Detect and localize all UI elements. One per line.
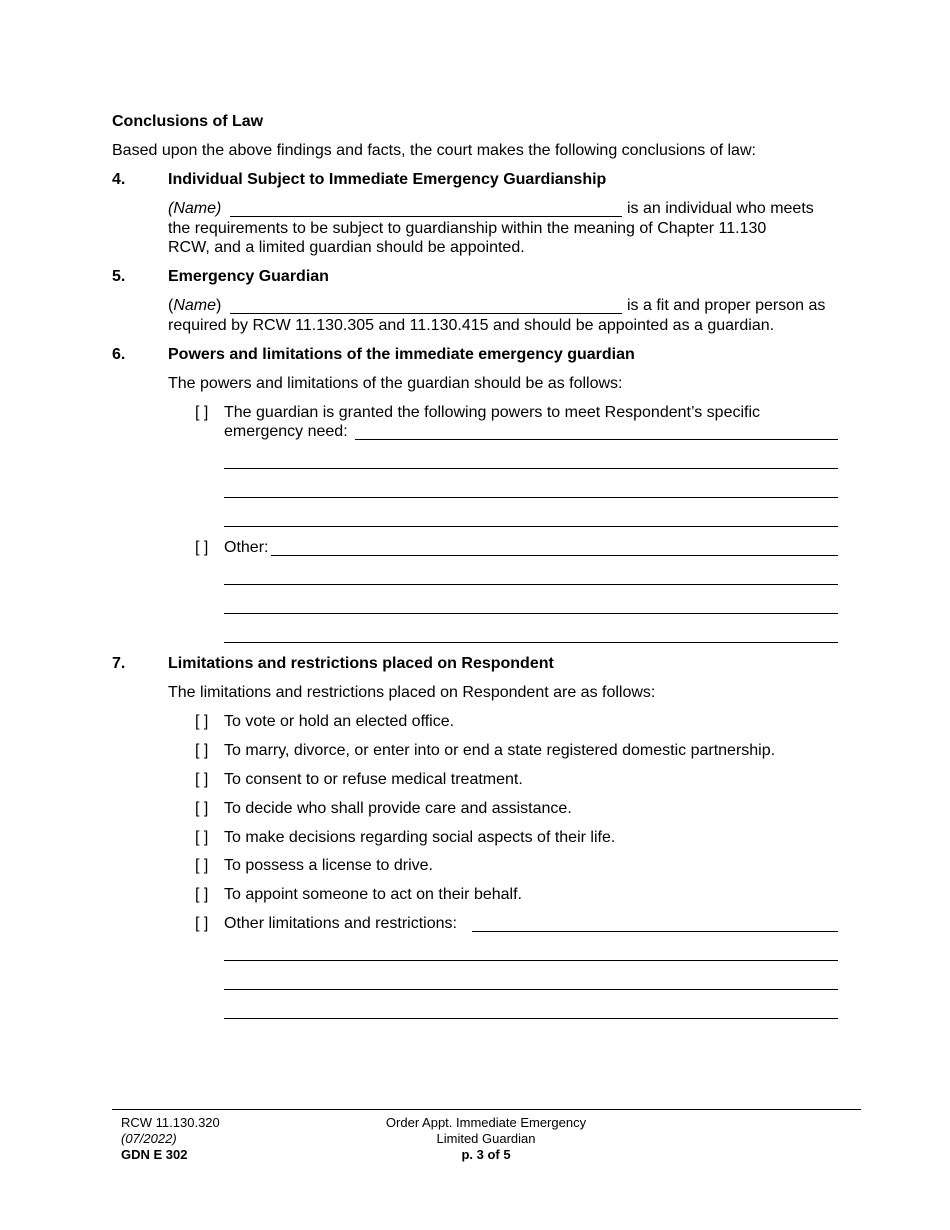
footer-form-number: GDN E 302: [121, 1147, 188, 1162]
item-7-checkbox[interactable]: [ ]: [195, 771, 209, 788]
item-5-name-word: Name: [173, 297, 217, 314]
item-7-checkbox[interactable]: [ ]: [195, 857, 209, 874]
item-7-checkbox[interactable]: [ ]: [195, 800, 209, 817]
section-heading: Conclusions of Law: [112, 113, 264, 130]
item-4-line2: the requirements to be subject to guardianship within the meaning of Chapter 11.130: [168, 220, 767, 237]
item-5-number: 5.: [112, 268, 126, 285]
item-6-option-1-line1: The guardian is granted the following powers to meet Respondent’s specific: [224, 404, 761, 421]
item-5-name-field[interactable]: [230, 313, 622, 314]
item-6-option-2-field[interactable]: [271, 555, 838, 556]
footer-rule: [112, 1109, 861, 1110]
footer-statute: RCW 11.130.320: [121, 1115, 220, 1130]
item-7-other-field-line[interactable]: [224, 989, 838, 990]
footer-date: (07/2022): [121, 1131, 177, 1146]
item-4-line3: RCW, and a limited guardian should be appointed.: [168, 239, 525, 256]
item-6-option-1-field-line[interactable]: [224, 497, 838, 498]
item-4-name-label: (Name): [168, 200, 222, 217]
item-7-intro: The limitations and restrictions placed on Respondent are as follows:: [168, 684, 656, 701]
item-4-name-field[interactable]: [230, 216, 622, 217]
item-5-name-open: (: [168, 297, 174, 314]
item-7-other-field[interactable]: [472, 931, 838, 932]
item-7-number: 7.: [112, 655, 126, 672]
item-6-option-2-label: Other:: [224, 539, 269, 556]
item-7-option: To decide who shall provide care and assistance.: [224, 800, 572, 817]
item-7-option: To consent to or refuse medical treatment.: [224, 771, 523, 788]
item-4-title: Individual Subject to Immediate Emergency Guardianship: [168, 171, 607, 188]
item-7-checkbox[interactable]: [ ]: [195, 742, 209, 759]
item-5-line2: required by RCW 11.130.305 and 11.130.415 and should be appointed as a guardian.: [168, 317, 775, 334]
footer-title-line1: Order Appt. Immediate Emergency: [385, 1115, 587, 1130]
item-7-option: To marry, divorce, or enter into or end a state registered domestic partnership.: [224, 742, 776, 759]
item-7-checkbox[interactable]: [ ]: [195, 886, 209, 903]
item-5-name-close: ): [216, 297, 222, 314]
item-4-number: 4.: [112, 171, 126, 188]
item-7-other-field-line[interactable]: [224, 1018, 838, 1019]
item-7-option: To possess a license to drive.: [224, 857, 433, 874]
item-6-option-1-line2: emergency need:: [224, 423, 348, 440]
item-6-option-1-field-line[interactable]: [224, 468, 838, 469]
item-5-name-label: [168, 296, 221, 315]
item-6-option-1-checkbox[interactable]: [ ]: [195, 404, 209, 421]
item-6-option-2-field-line[interactable]: [224, 613, 838, 614]
item-6-option-1-field[interactable]: [355, 439, 838, 440]
item-6-option-1-field-line[interactable]: [224, 526, 838, 527]
item-7-option: To appoint someone to act on their behalf.: [224, 886, 522, 903]
item-6-option-2-field-line[interactable]: [224, 642, 838, 643]
item-6-intro: The powers and limitations of the guardian should be as follows:: [168, 375, 623, 392]
item-7-title: Limitations and restrictions placed on Respondent: [168, 655, 554, 672]
footer-page-number: p. 3 of 5: [461, 1147, 511, 1162]
item-7-checkbox[interactable]: [ ]: [195, 829, 209, 846]
item-6-option-2-field-line[interactable]: [224, 584, 838, 585]
item-7-option: To vote or hold an elected office.: [224, 713, 455, 730]
item-5-line1-tail: is a fit and proper person as: [627, 297, 826, 314]
item-6-title: Powers and limitations of the immediate emergency guardian: [168, 346, 635, 363]
item-7-checkbox[interactable]: [ ]: [195, 915, 209, 932]
item-7-checkbox[interactable]: [ ]: [195, 713, 209, 730]
item-5-title: Emergency Guardian: [168, 268, 329, 285]
footer-title-line2: Limited Guardian: [436, 1131, 536, 1146]
item-6-option-2-checkbox[interactable]: [ ]: [195, 539, 209, 556]
item-7-other-field-line[interactable]: [224, 960, 838, 961]
item-6-number: 6.: [112, 346, 126, 363]
item-7-option: To make decisions regarding social aspects of their life.: [224, 829, 616, 846]
intro-text: Based upon the above findings and facts, the court makes the following conclusions of law:: [112, 142, 756, 159]
item-7-option-other: Other limitations and restrictions:: [224, 915, 457, 932]
item-4-line1-tail: is an individual who meets: [627, 200, 814, 217]
